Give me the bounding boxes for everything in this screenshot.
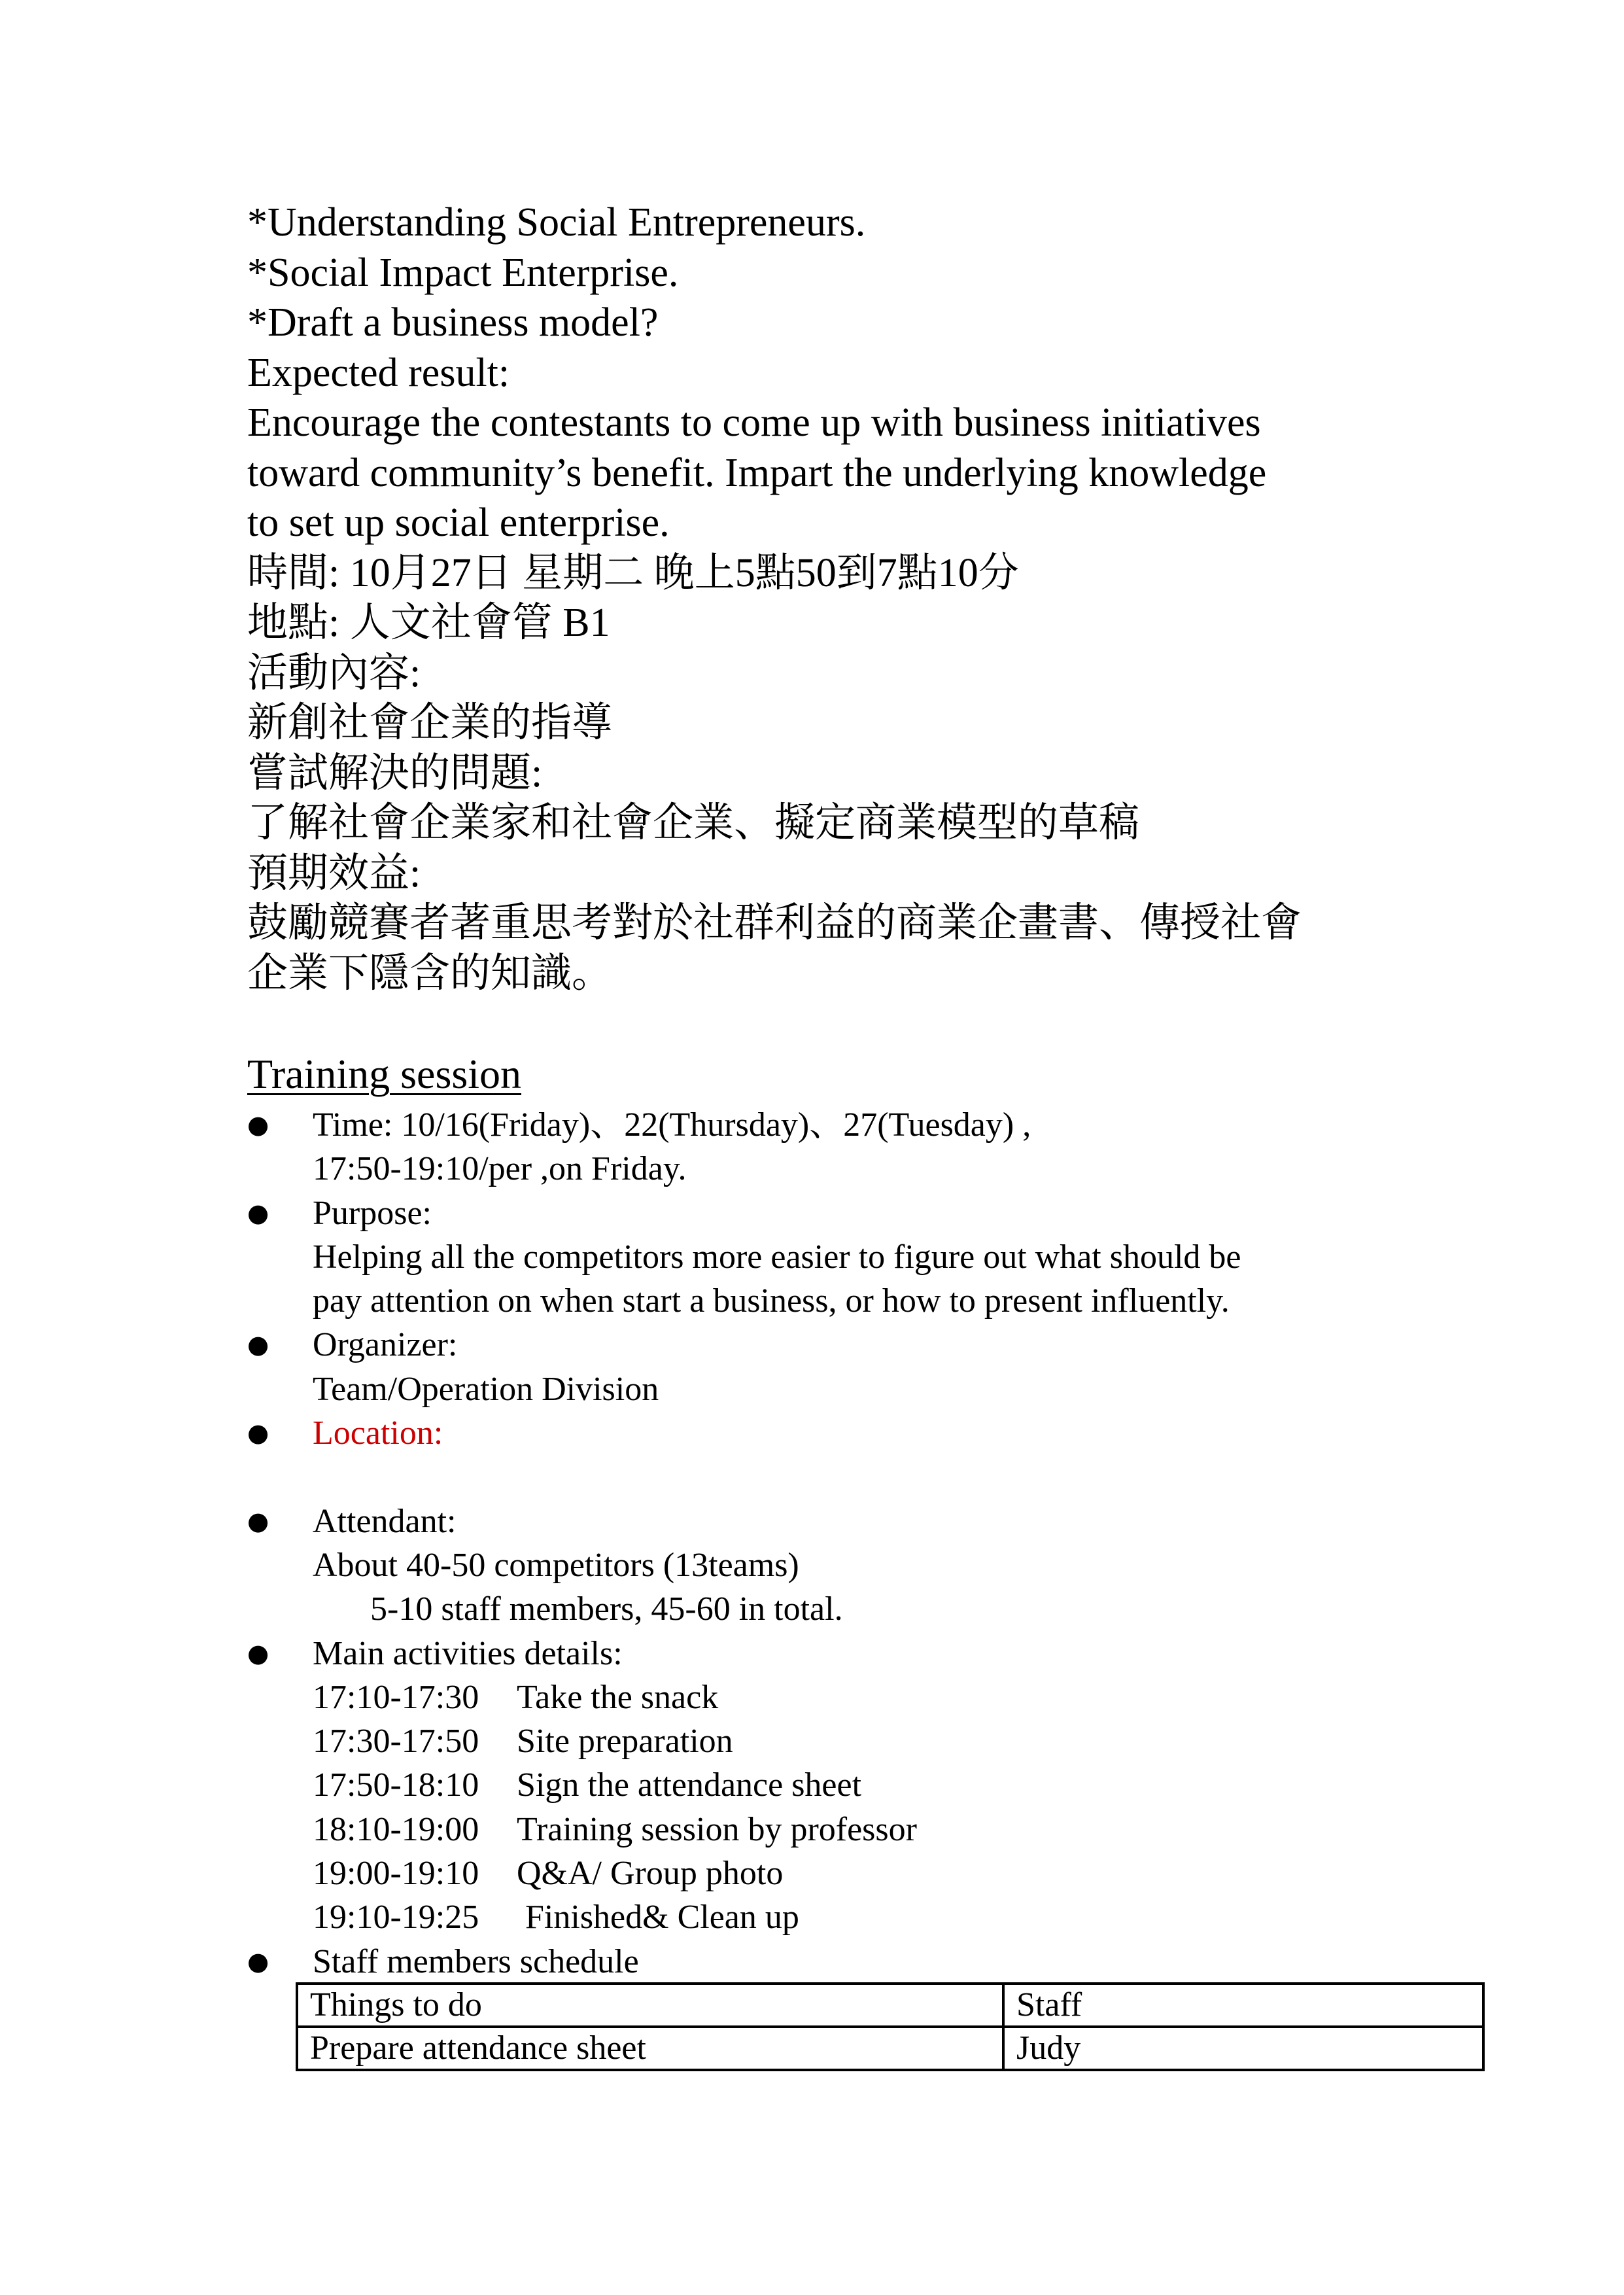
activity-task: Take the snack (517, 1678, 719, 1716)
organizer-value: Team/Operation Division (313, 1370, 659, 1408)
intro-line: 預期效益: (247, 850, 421, 896)
activity-time: 17:50-18:10 (313, 1766, 479, 1804)
time-item (247, 1103, 1490, 1147)
table-cell: Judy (1003, 2027, 1483, 2070)
activity-time: 17:10-17:30 (313, 1678, 479, 1716)
intro-line: 企業下隱含的知識。 (247, 951, 613, 996)
bullet-icon: ● (247, 1946, 269, 1976)
activity-task: Q&A/ Group photo (517, 1855, 784, 1893)
bullet-icon: ● (247, 1330, 269, 1359)
location-label: Location: (313, 1414, 443, 1452)
purpose-label: Purpose: (313, 1194, 432, 1232)
bullet-icon: ● (247, 1110, 269, 1139)
table-header-cell: Staff (1003, 1984, 1483, 2027)
intro-line: *Social Impact Enterprise. (247, 250, 679, 295)
intro-line: 嘗試解決的問題: (247, 750, 543, 796)
table-row (297, 2027, 1483, 2070)
intro-line: 了解社會企業家和社會企業、擬定商業模型的草稿 (247, 801, 1140, 845)
activity-time: 19:10-19:25 (313, 1899, 479, 1936)
staff-schedule-item (247, 1940, 1490, 1984)
intro-line: Expected result: (247, 350, 510, 395)
bullet-icon: ● (247, 1198, 269, 1227)
spacer (247, 1455, 1490, 1499)
intro-line: 新創社會企業的指導 (247, 701, 613, 745)
intro-line: 鼓勵競賽者著重思考對於社群利益的商業企畫書、傳授社會 (247, 901, 1302, 945)
intro-line: 地點: 人文社會管 B1 (247, 601, 610, 645)
attendant-text: 5-10 staff members, 45-60 in total. (370, 1590, 843, 1628)
location-item (247, 1411, 1490, 1455)
activity-time: 18:10-19:00 (313, 1810, 479, 1848)
activity-task: Sign the attendance sheet (517, 1766, 862, 1804)
intro-line: *Draft a business model? (247, 300, 659, 345)
activity-task: Site preparation (517, 1723, 733, 1761)
staff-schedule-label: Staff members schedule (313, 1942, 639, 1980)
activity-row (247, 1851, 1490, 1895)
purpose-item (247, 1191, 1490, 1235)
time-detail: 17:50-19:10/per ,on Friday. (313, 1150, 687, 1188)
intro-line: toward community’s benefit. Impart the underlying knowledge (247, 450, 1267, 495)
attendant-label: Attendant: (313, 1502, 457, 1540)
activity-row (247, 1719, 1490, 1763)
attendant-item (247, 1499, 1490, 1543)
intro-line: *Understanding Social Entrepreneurs. (247, 200, 866, 245)
bullet-icon: ● (247, 1638, 269, 1668)
intro-line: 時間: 10月27日 星期二 晚上5點50到7點10分 (247, 550, 1019, 595)
intro-line: Encourage the contestants to come up with business initiatives (247, 400, 1261, 445)
staff-schedule-table (296, 1982, 1485, 2071)
bullet-icon: ● (247, 1506, 269, 1535)
activity-row (247, 1675, 1490, 1719)
purpose-text: Helping all the competitors more easier to figure out what should be (313, 1238, 1241, 1276)
table-header-row (297, 1984, 1483, 2027)
time-label: Time: 10/16(Friday)、22(Thursday)、27(Tuesday) , (313, 1106, 1031, 1144)
table-cell: Prepare attendance sheet (297, 2027, 1003, 2070)
organizer-label: Organizer: (313, 1326, 458, 1364)
activity-task: Training session by professor (517, 1810, 917, 1848)
bullet-icon: ● (247, 1418, 269, 1448)
organizer-item (247, 1323, 1490, 1367)
training-session-heading: Training session (247, 1051, 522, 1097)
intro-line: to set up social enterprise. (247, 500, 670, 545)
activity-row (247, 1808, 1490, 1851)
intro-line: 活動內容: (247, 650, 421, 695)
activity-time: 17:30-17:50 (313, 1723, 479, 1761)
attendant-text: About 40-50 competitors (13teams) (313, 1546, 799, 1584)
intro-section (247, 198, 1425, 998)
activities-label: Main activities details: (313, 1634, 623, 1672)
activity-row (247, 1895, 1490, 1939)
activity-time: 19:00-19:10 (313, 1855, 479, 1893)
table-header-cell: Things to do (297, 1984, 1003, 2027)
activity-task: Finished& Clean up (517, 1899, 799, 1936)
purpose-text: pay attention on when start a business, or how to present influently. (313, 1282, 1230, 1320)
training-details (247, 1103, 1490, 1984)
activity-row (247, 1763, 1490, 1807)
activities-item (247, 1632, 1490, 1675)
